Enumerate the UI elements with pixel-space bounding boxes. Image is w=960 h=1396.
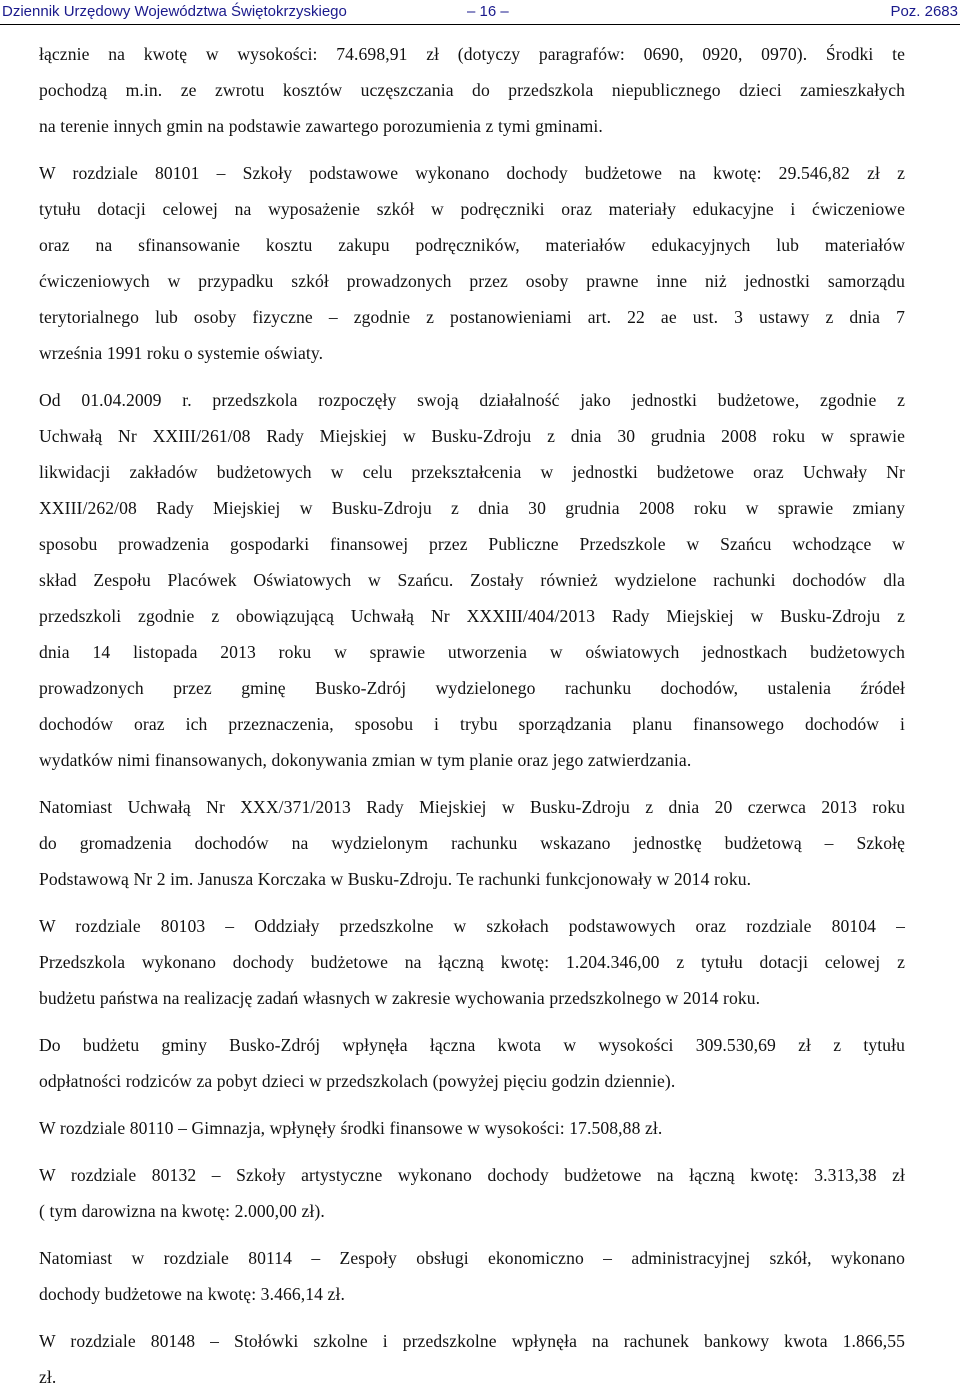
text-line: dochodów oraz ich przeznaczenia, sposobu i trybu sporządzania planu finansowego dochodów i [39, 714, 905, 734]
document-body [39, 36, 905, 1395]
text-line: pochodzą m.in. ze zwrotu kosztów uczęszczania do przedszkola niepublicznego dzieci zamieszkałych [39, 80, 905, 100]
text-line: terytorialnego lub osoby fizyczne – zgodnie z postanowieniami art. 22 ae ust. 3 ustawy z dnia 7 [39, 307, 905, 327]
paragraph [39, 908, 905, 1016]
position-number: Poz. 2683 [890, 3, 958, 20]
text-line: W rozdziale 80110 – Gimnazja, wpłynęły środki finansowe w wysokości: 17.508,88 zł. [39, 1118, 663, 1138]
paragraph [39, 1157, 905, 1229]
text-line: łącznie na kwotę w wysokości: 74.698,91 zł (dotyczy paragrafów: 0690, 0920, 0970). Środki te [39, 44, 905, 64]
text-line: Do budżetu gminy Busko-Zdrój wpłynęła łączna kwota w wysokości 309.530,69 zł z tytułu [39, 1035, 905, 1055]
text-line: W rozdziale 80101 – Szkoły podstawowe wykonano dochody budżetowe na kwotę: 29.546,82 zł z [39, 163, 905, 183]
text-line: Uchwałą Nr XXIII/261/08 Rady Miejskiej w Busku-Zdroju z dnia 30 grudnia 2008 roku w sprawie [39, 426, 905, 446]
text-line: W rozdziale 80103 – Oddziały przedszkolne w szkołach podstawowych oraz rozdziale 80104 – [39, 916, 905, 936]
text-line: przedszkoli zgodnie z obowiązującą Uchwałą Nr XXXIII/404/2013 Rady Miejskiej w Busku-Zdroju z [39, 606, 905, 626]
text-line: sposobu prowadzenia gospodarki finansowej przez Publiczne Przedszkole w Szańcu wchodzące w [39, 534, 905, 554]
text-line: oraz na sfinansowanie kosztu zakupu podręczników, materiałów edukacyjnych lub materiałów [39, 235, 905, 255]
paragraph [39, 1323, 905, 1395]
text-line: W rozdziale 80132 – Szkoły artystyczne wykonano dochody budżetowe na łączną kwotę: 3.313,38 zł [39, 1165, 905, 1185]
page-header [0, 0, 960, 25]
paragraph [39, 1110, 905, 1146]
text-line: Podstawową Nr 2 im. Janusza Korczaka w Busku-Zdroju. Te rachunki funkcjonowały w 2014 roku. [39, 869, 752, 889]
paragraph [39, 36, 905, 144]
text-line: Natomiast w rozdziale 80114 – Zespoły obsługi ekonomiczno – administracyjnej szkół, wykonano [39, 1248, 905, 1268]
text-line: do gromadzenia dochodów na wydzielonym rachunku wskazano jednostkę budżetową – Szkołę [39, 833, 905, 853]
text-line: ćwiczeniowych w przypadku szkół prowadzonych przez osoby prawne inne niż jednostki samorządu [39, 271, 905, 291]
text-line: W rozdziale 80148 – Stołówki szkolne i przedszkolne wpłynęła na rachunek bankowy kwota 1.866,55 [39, 1331, 905, 1351]
text-line: Od 01.04.2009 r. przedszkola rozpoczęły swoją działalność jako jednostki budżetowe, zgodnie z [39, 390, 905, 410]
text-line: września 1991 roku o systemie oświaty. [39, 343, 324, 363]
text-line: likwidacji zakładów budżetowych w celu przekształcenia w jednostki budżetowe oraz Uchwały Nr [39, 462, 905, 482]
paragraph [39, 789, 905, 897]
text-line: ( tym darowizna na kwotę: 2.000,00 zł). [39, 1201, 325, 1221]
text-line: dnia 14 listopada 2013 roku w sprawie utworzenia w oświatowych jednostkach budżetowych [39, 642, 905, 662]
paragraph [39, 382, 905, 778]
text-line: odpłatności rodziców za pobyt dzieci w przedszkolach (powyżej pięciu godzin dziennie). [39, 1071, 676, 1091]
text-line: skład Zespołu Placówek Oświatowych w Szańcu. Zostały również wydzielone rachunki dochodów dla [39, 570, 905, 590]
text-line: zł. [39, 1367, 57, 1387]
text-line: dochody budżetowe na kwotę: 3.466,14 zł. [39, 1284, 345, 1304]
text-line: na terenie innych gmin na podstawie zawartego porozumienia z tymi gminami. [39, 116, 603, 136]
text-line: wydatków nimi finansowanych, dokonywania zmian w tym planie oraz jego zatwierdzania. [39, 750, 692, 770]
journal-title: Dziennik Urzędowy Województwa Świętokrzyskiego [2, 3, 347, 20]
text-line: Natomiast Uchwałą Nr XXX/371/2013 Rady Miejskiej w Busku-Zdroju z dnia 20 czerwca 2013 roku [39, 797, 905, 817]
text-line: budżetu państwa na realizację zadań własnych w zakresie wychowania przedszkolnego w 2014 roku. [39, 988, 761, 1008]
text-line: XXIII/262/08 Rady Miejskiej w Busku-Zdroju z dnia 30 grudnia 2008 roku w sprawie zmiany [39, 498, 905, 518]
paragraph [39, 1240, 905, 1312]
paragraph [39, 1027, 905, 1099]
page-number: – 16 – [467, 3, 509, 20]
text-line: Przedszkola wykonano dochody budżetowe na łączną kwotę: 1.204.346,00 z tytułu dotacji celowej z [39, 952, 905, 972]
text-line: tytułu dotacji celowej na wyposażenie szkół w podręczniki oraz materiały edukacyjne i ćwiczeniowe [39, 199, 905, 219]
text-line: prowadzonych przez gminę Busko-Zdrój wydzielonego rachunku dochodów, ustalenia źródeł [39, 678, 905, 698]
paragraph [39, 155, 905, 371]
